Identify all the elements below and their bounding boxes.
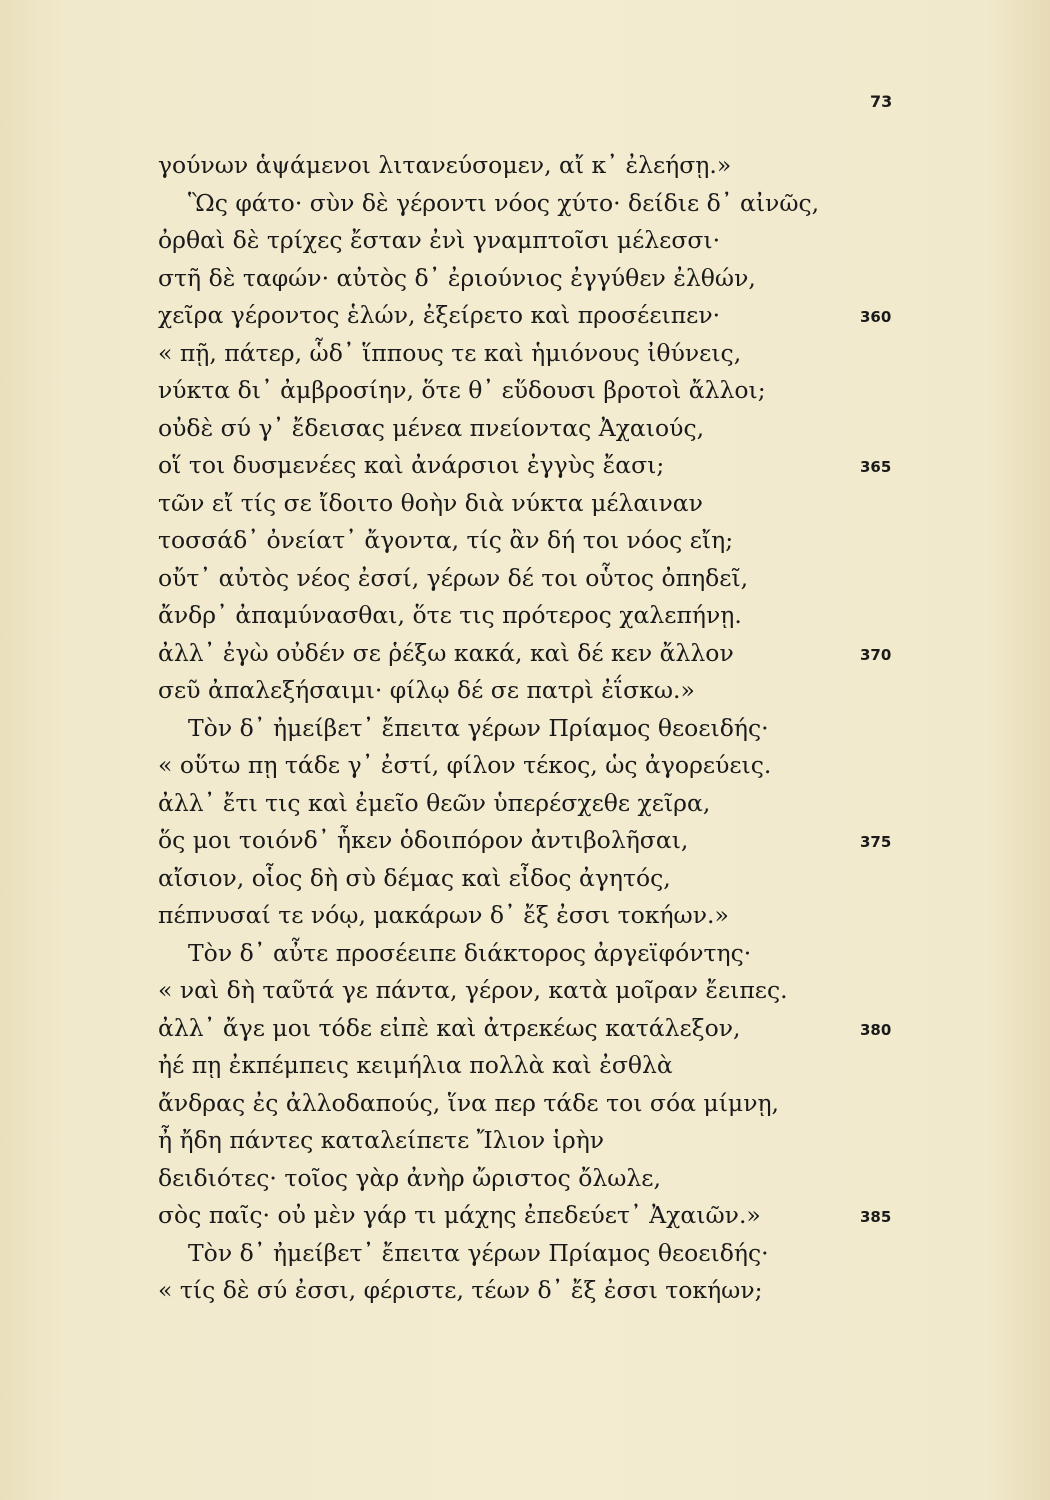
verse-line xyxy=(0,185,1050,223)
verse-line xyxy=(0,822,1050,860)
verse-text: ἠέ πῃ ἐκπέμπεις κειμήλια πολλὰ καὶ ἐσθλὰ xyxy=(158,1051,673,1079)
verse-line xyxy=(0,785,1050,823)
verse-line xyxy=(0,1160,1050,1198)
verse-line xyxy=(0,1047,1050,1085)
verse-text: σεῦ ἀπαλεξήσαιμι· φίλῳ δέ σε πατρὶ ἐΐσκω.» xyxy=(158,676,695,704)
verse-text: στῆ δὲ ταφών· αὐτὸς δ᾽ ἐριούνιος ἐγγύθεν ἐλθών, xyxy=(158,263,756,292)
verse-text: ἄνδρας ἐς ἀλλοδαπούς, ἵνα περ τάδε τοι σόα μίμνῃ, xyxy=(158,1088,780,1117)
verse-line xyxy=(0,372,1050,410)
verse-text: Τὸν δ᾽ αὖτε προσέειπε διάκτορος ἀργεϊφόντης· xyxy=(188,938,752,967)
line-number: 365 xyxy=(860,458,892,476)
verse-text: ὅς μοι τοιόνδ᾽ ἧκεν ὁδοιπόρον ἀντιβολῆσαι, xyxy=(158,826,689,854)
verse-text: « πῇ, πάτερ, ὧδ᾽ ἵππους τε καὶ ἡμιόνους ἰθύνεις, xyxy=(158,338,742,367)
verse-text: τοσσάδ᾽ ὀνείατ᾽ ἄγοντα, τίς ἂν δή τοι νόος εἴη; xyxy=(158,526,734,554)
verse-line xyxy=(0,147,1050,185)
verse-line xyxy=(0,1085,1050,1123)
verse-line xyxy=(0,635,1050,673)
verse-line xyxy=(0,1235,1050,1273)
verse-text: ἀλλ᾽ ἔτι τις καὶ ἐμεῖο θεῶν ὑπερέσχεθε χεῖρα, xyxy=(158,788,711,817)
verse-text: Τὸν δ᾽ ἠμείβετ᾽ ἔπειτα γέρων Πρίαμος θεοειδής· xyxy=(188,713,769,742)
verse-line xyxy=(0,597,1050,635)
verse-text: αἴσιον, οἷος δὴ σὺ δέμας καὶ εἶδος ἀγητός, xyxy=(158,863,671,892)
verse-text: Τὸν δ᾽ ἠμείβετ᾽ ἔπειτα γέρων Πρίαμος θεοειδής· xyxy=(188,1238,769,1267)
verse-text: ἀλλ᾽ ἄγε μοι τόδε εἰπὲ καὶ ἀτρεκέως κατάλεξον, xyxy=(158,1013,741,1042)
page-number: 73 xyxy=(870,92,893,111)
line-number: 385 xyxy=(860,1208,892,1226)
verse-line xyxy=(0,1272,1050,1310)
verse-line xyxy=(0,860,1050,898)
verse-text: ἦ ἤδη πάντες καταλείπετε Ἴλιον ἱρὴν xyxy=(158,1126,605,1154)
verse-line xyxy=(0,1010,1050,1048)
verse-text: οὐδὲ σύ γ᾽ ἔδεισας μένεα πνείοντας Ἀχαιούς, xyxy=(158,413,705,442)
verse-line xyxy=(0,260,1050,298)
verse-line xyxy=(0,485,1050,523)
verse-line xyxy=(0,560,1050,598)
verse-text: ὀρθαὶ δὲ τρίχες ἔσταν ἐνὶ γναμπτοῖσι μέλεσσι· xyxy=(158,226,721,254)
line-number: 370 xyxy=(860,645,892,664)
verse-text: δειδιότες· τοῖος γὰρ ἀνὴρ ὤριστος ὄλωλε, xyxy=(158,1163,661,1192)
verse-line xyxy=(0,897,1050,935)
verse-text: οἵ τοι δυσμενέες καὶ ἀνάρσιοι ἐγγὺς ἔασι; xyxy=(158,451,665,479)
verse-line xyxy=(0,447,1050,485)
verse-text: πέπνυσαί τε νόῳ, μακάρων δ᾽ ἔξ ἐσσι τοκήων.» xyxy=(158,901,729,929)
verse-line xyxy=(0,935,1050,973)
verse-text: χεῖρα γέροντος ἑλών, ἐξείρετο καὶ προσέειπεν· xyxy=(158,301,721,329)
verse-text: ἀλλ᾽ ἐγὼ οὐδέν σε ῥέξω κακά, καὶ δέ κεν ἄλλον xyxy=(158,638,734,667)
verse-line xyxy=(0,1122,1050,1160)
verse-text: νύκτα δι᾽ ἀμβροσίην, ὅτε θ᾽ εὕδουσι βροτοὶ ἄλλοι; xyxy=(158,376,766,404)
verse-text: Ὣς φάτο· σὺν δὲ γέροντι νόος χύτο· δείδιε δ᾽ αἰνῶς, xyxy=(188,188,820,217)
verse-text: τῶν εἴ τίς σε ἴδοιτο θοὴν διὰ νύκτα μέλαιναν xyxy=(158,488,703,517)
verse-block xyxy=(0,147,1050,1310)
verse-line xyxy=(0,522,1050,560)
verse-text: « ναὶ δὴ ταῦτά γε πάντα, γέρον, κατὰ μοῖραν ἔειπες. xyxy=(158,976,788,1004)
verse-line xyxy=(0,710,1050,748)
verse-text: οὔτ᾽ αὐτὸς νέος ἐσσί, γέρων δέ τοι οὗτος ὀπηδεῖ, xyxy=(158,563,749,592)
verse-line xyxy=(0,335,1050,373)
verse-text: « οὕτω πῃ τάδε γ᾽ ἐστί, φίλον τέκος, ὡς ἀγορεύεις. xyxy=(158,751,772,779)
verse-text: σὸς παῖς· οὐ μὲν γάρ τι μάχης ἐπεδεύετ᾽ Ἀχαιῶν.» xyxy=(158,1201,761,1229)
line-number: 360 xyxy=(860,308,892,326)
verse-line xyxy=(0,747,1050,785)
verse-text: « τίς δὲ σύ ἐσσι, φέριστε, τέων δ᾽ ἔξ ἐσσι τοκήων; xyxy=(158,1276,763,1304)
verse-line xyxy=(0,410,1050,448)
verse-text: γούνων ἁψάμενοι λιτανεύσομεν, αἴ κ᾽ ἐλεήσῃ.» xyxy=(158,151,732,179)
verse-line xyxy=(0,222,1050,260)
line-number: 375 xyxy=(860,833,892,851)
verse-line xyxy=(0,672,1050,710)
verse-line xyxy=(0,297,1050,335)
verse-text: ἄνδρ᾽ ἀπαμύνασθαι, ὅτε τις πρότερος χαλεπήνῃ. xyxy=(158,601,742,629)
verse-line xyxy=(0,1197,1050,1235)
verse-line xyxy=(0,972,1050,1010)
line-number: 380 xyxy=(860,1020,892,1039)
